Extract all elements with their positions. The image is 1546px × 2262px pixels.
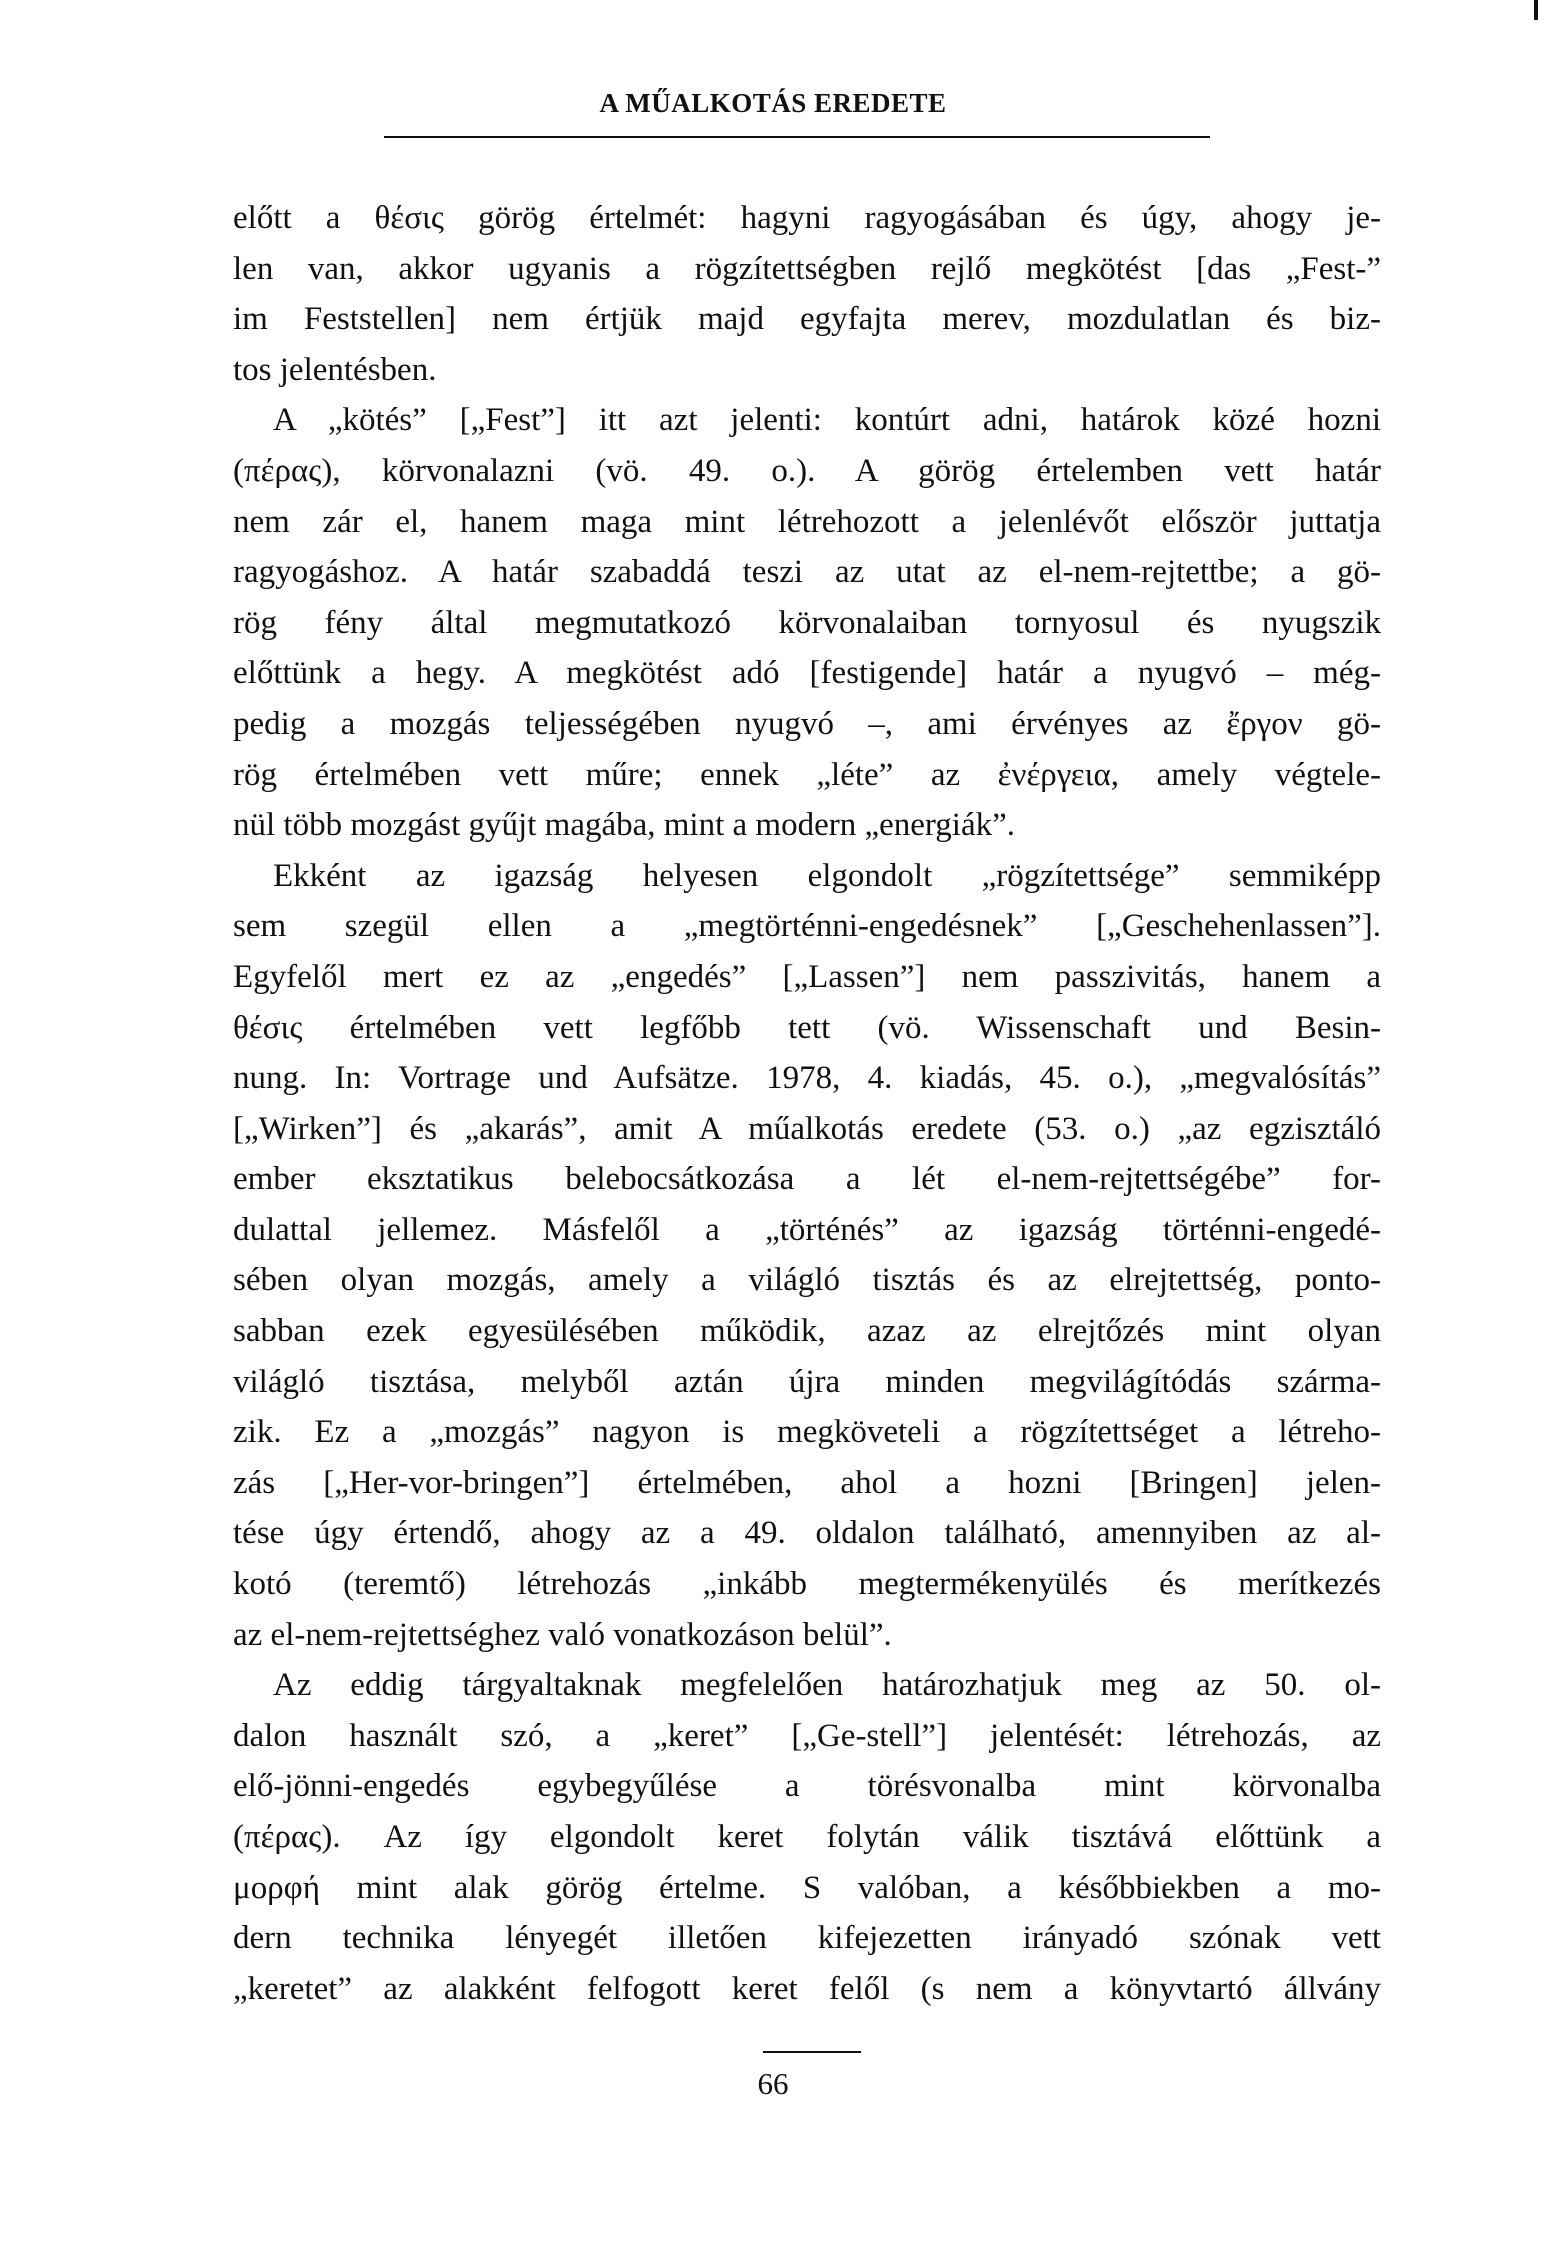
- page-edge-mark: [1534, 0, 1538, 20]
- text-line: sében olyan mozgás, amely a világló tisztás és az elrejtettség, ponto-: [233, 1262, 1381, 1299]
- text-line: előttünk a hegy. A megkötést adó [festigende] határ a nyugvó – még-: [233, 655, 1381, 692]
- text-line: tése úgy értendő, ahogy az a 49. oldalon található, amennyiben az al-: [233, 1515, 1381, 1552]
- text-line: rög fény által megmutatkozó körvonalaiban tornyosul és nyugszik: [233, 604, 1381, 641]
- text-line: A „kötés” [„Fest”] itt azt jelenti: kontúrt adni, határok közé hozni: [273, 402, 1381, 439]
- text-line: (πέρας), körvonalazni (vö. 49. o.). A görög értelemben vett határ: [233, 452, 1381, 489]
- text-line: [„Wirken”] és „akarás”, amit A műalkotás eredete (53. o.) „az egzisztáló: [233, 1110, 1381, 1147]
- text-line: θέσις értelmében vett legfőbb tett (vö. Wissenschaft und Besin-: [233, 1009, 1381, 1046]
- text-line: μορφή mint alak görög értelme. S valóban, a későbbiekben a mo-: [233, 1869, 1381, 1906]
- text-line: im Feststellen] nem értjük majd egyfajta merev, mozdulatlan és biz-: [233, 301, 1381, 338]
- text-line: tos jelentésben.: [233, 351, 437, 388]
- text-line: dern technika lényegét illetően kifejezetten irányadó szónak vett: [233, 1920, 1381, 1957]
- text-line: dalon használt szó, a „keret” [„Ge-stell”] jelentését: létrehozás, az: [233, 1717, 1381, 1754]
- text-line: Ekként az igazság helyesen elgondolt „rögzítettsége” semmiképp: [273, 857, 1381, 894]
- text-line: nung. In: Vortrage und Aufsätze. 1978, 4. kiadás, 45. o.), „megvalósítás”: [233, 1060, 1381, 1097]
- text-line: Egyfelől mert ez az „engedés” [„Lassen”] nem passzivitás, hanem a: [233, 958, 1381, 995]
- text-line: nem zár el, hanem maga mint létrehozott a jelenlévőt először juttatja: [233, 503, 1381, 540]
- footer-rule: [763, 2051, 861, 2053]
- text-line: zás [„Her-vor-bringen”] értelmében, ahol a hozni [Bringen] jelen-: [233, 1464, 1381, 1501]
- text-line: pedig a mozgás teljességében nyugvó –, ami érvényes az ἔργον gö-: [233, 705, 1381, 742]
- text-line: ragyogáshoz. A határ szabaddá teszi az utat az el-nem-rejtettbe; a gö-: [233, 554, 1381, 591]
- text-line: (πέρας). Az így elgondolt keret folytán válik tisztává előttünk a: [233, 1819, 1381, 1855]
- text-line: „keretet” az alakként felfogott keret felől (s nem a könyvtartó állvány: [233, 1970, 1381, 2007]
- text-line: Az eddig tárgyaltaknak megfelelően határozhatjuk meg az 50. ol-: [273, 1667, 1381, 1704]
- text-line: nül több mozgást gyűjt magába, mint a modern „energiák”.: [233, 807, 1016, 844]
- text-line: világló tisztása, melyből aztán újra minden megvilágítódás szárma-: [233, 1363, 1381, 1400]
- text-line: sem szegül ellen a „megtörténni-engedésnek” [„Geschehenlassen”].: [233, 908, 1381, 945]
- header-rule: [384, 136, 1210, 138]
- text-line: elő-jönni-engedés egybegyűlése a törésvonalba mint körvonalba: [233, 1768, 1381, 1805]
- text-line: dulattal jellemez. Másfelől a „történés” az igazság történni-engedé-: [233, 1211, 1381, 1248]
- text-line: rög értelmében vett műre; ennek „léte” az ἐνέργεια, amely végtele-: [233, 756, 1381, 793]
- running-head: A MŰALKOTÁS EREDETE: [599, 88, 947, 118]
- text-line: ember eksztatikus belebocsátkozása a lét el-nem-rejtettségébe” for-: [233, 1161, 1381, 1198]
- text-line: len van, akkor ugyanis a rögzítettségben rejlő megkötést [das „Fest-”: [233, 250, 1381, 287]
- page-number: 66: [757, 2066, 789, 2101]
- text-line: az el-nem-rejtettséghez való vonatkozáson belül”.: [233, 1616, 892, 1653]
- text-line: előtt a θέσις görög értelmét: hagyni ragyogásában és úgy, ahogy je-: [233, 200, 1381, 236]
- body-text: [233, 193, 1381, 2014]
- text-line: kotó (teremtő) létrehozás „inkább megtermékenyülés és merítkezés: [233, 1566, 1381, 1603]
- text-line: sabban ezek egyesülésében működik, azaz az elrejtőzés mint olyan: [233, 1313, 1381, 1350]
- text-line: zik. Ez a „mozgás” nagyon is megköveteli a rögzítettséget a létreho-: [233, 1414, 1381, 1451]
